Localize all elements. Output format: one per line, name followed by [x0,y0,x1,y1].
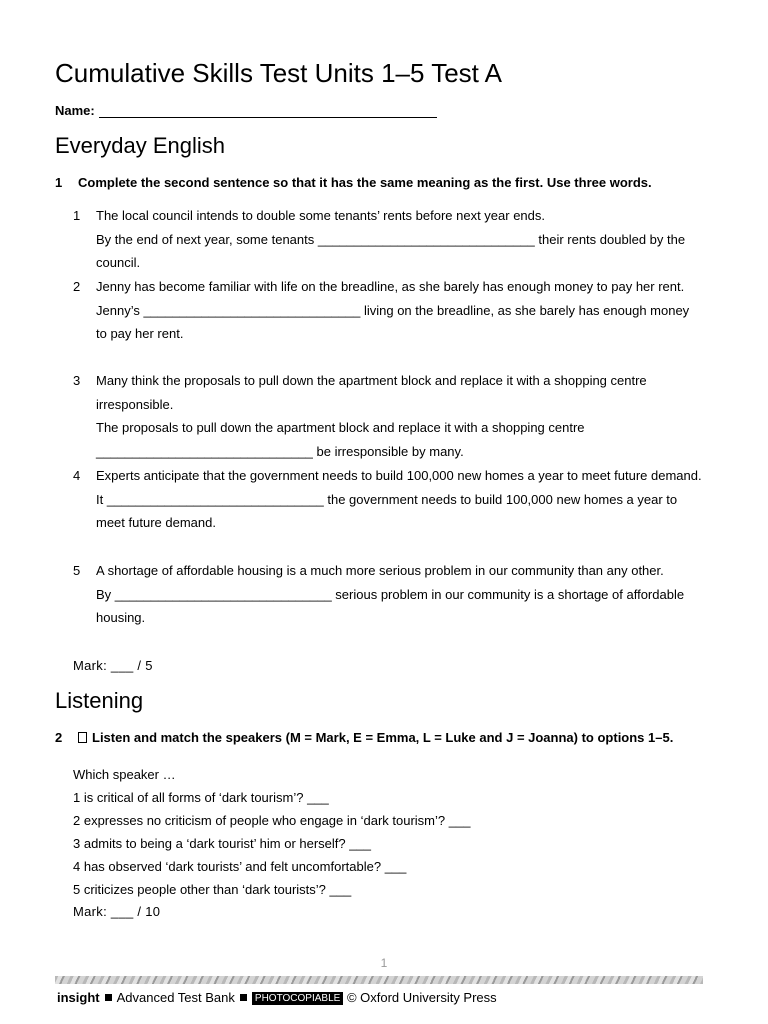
q2-option-2: 2 expresses no criticism of people who engage in ‘dark tourism’? ___ [73,813,471,828]
item-number: 5 [73,563,81,578]
q2-intro: Which speaker … [73,767,176,782]
q1-mark: Mark: ___ / 5 [73,658,153,673]
q2-option-1: 1 is critical of all forms of ‘dark tourism’? ___ [73,790,329,805]
section-heading-listening: Listening [55,688,144,713]
footer-series: Advanced Test Bank [116,990,235,1005]
footer-publisher: © Oxford University Press [346,990,497,1005]
first-sentence: The local council intends to double some tenants’ rents before next year ends. [96,208,546,223]
q2-option-4: 4 has observed ‘dark tourists’ and felt uncomfortable? ___ [73,859,407,874]
item-number: 1 [73,208,81,223]
photocopiable-badge: PHOTOCOPIABLE [252,992,343,1005]
item-number: 2 [73,279,81,294]
q1-item-1 [73,204,703,275]
instruction-text: Listen and match the speakers (M = Mark, E = Emma, L = Luke and J = Joanna) to options 1–5. [92,730,674,745]
q1-item-4 [73,464,703,535]
q1-item-5 [73,559,703,630]
second-sentence: It ______________________________ the government needs to build 100,000 new homes a year to meet future demand. [96,491,678,530]
square-bullet-icon [240,994,247,1001]
first-sentence: A shortage of affordable housing is a much more serious problem in our community than any other. [96,563,664,578]
q1-item-3 [73,369,703,463]
question-number: 2 [55,730,63,745]
question-2-instruction [55,730,705,745]
page-number: 1 [380,956,388,970]
name-field-row [55,103,437,118]
second-sentence: The proposals to pull down the apartment block and replace it with a shopping centre ______________________________ be irresponsible by many. [96,420,585,459]
item-number: 4 [73,468,81,483]
q2-mark: Mark: ___ / 10 [73,904,161,919]
square-bullet-icon [105,994,112,1001]
q1-item-2 [73,275,703,346]
footer-decorative-band [55,976,703,984]
section-heading-everyday-english: Everyday English [55,133,225,158]
first-sentence: Jenny has become familiar with life on the breadline, as she barely has enough money to pay her rent. [96,279,685,294]
question-1-instruction [55,175,705,190]
first-sentence: Experts anticipate that the government needs to build 100,000 new homes a year to meet future demand. [96,468,702,483]
q2-option-5: 5 criticizes people other than ‘dark tourists’? ___ [73,882,352,897]
second-sentence: By ______________________________ serious problem in our community is a shortage of affordable housing. [96,586,685,625]
name-answer-line [99,104,437,118]
second-sentence: By the end of next year, some tenants ______________________________ their rents doubled by the council. [96,231,686,270]
question-number: 1 [55,175,63,190]
footer [57,990,497,1005]
footer-brand: insight [57,990,100,1005]
q2-option-3: 3 admits to being a ‘dark tourist’ him or herself? ___ [73,836,371,851]
page-title: Cumulative Skills Test Units 1–5 Test A [55,58,503,88]
instruction-text: Complete the second sentence so that it has the same meaning as the first. Use three words. [78,175,652,190]
audio-track-icon [78,732,87,743]
second-sentence: Jenny’s ______________________________ living on the breadline, as she barely has enough money to pay her rent. [96,302,690,341]
name-label: Name: [55,103,95,118]
first-sentence: Many think the proposals to pull down the apartment block and replace it with a shopping centre irresponsible. [96,373,647,412]
item-number: 3 [73,373,81,388]
